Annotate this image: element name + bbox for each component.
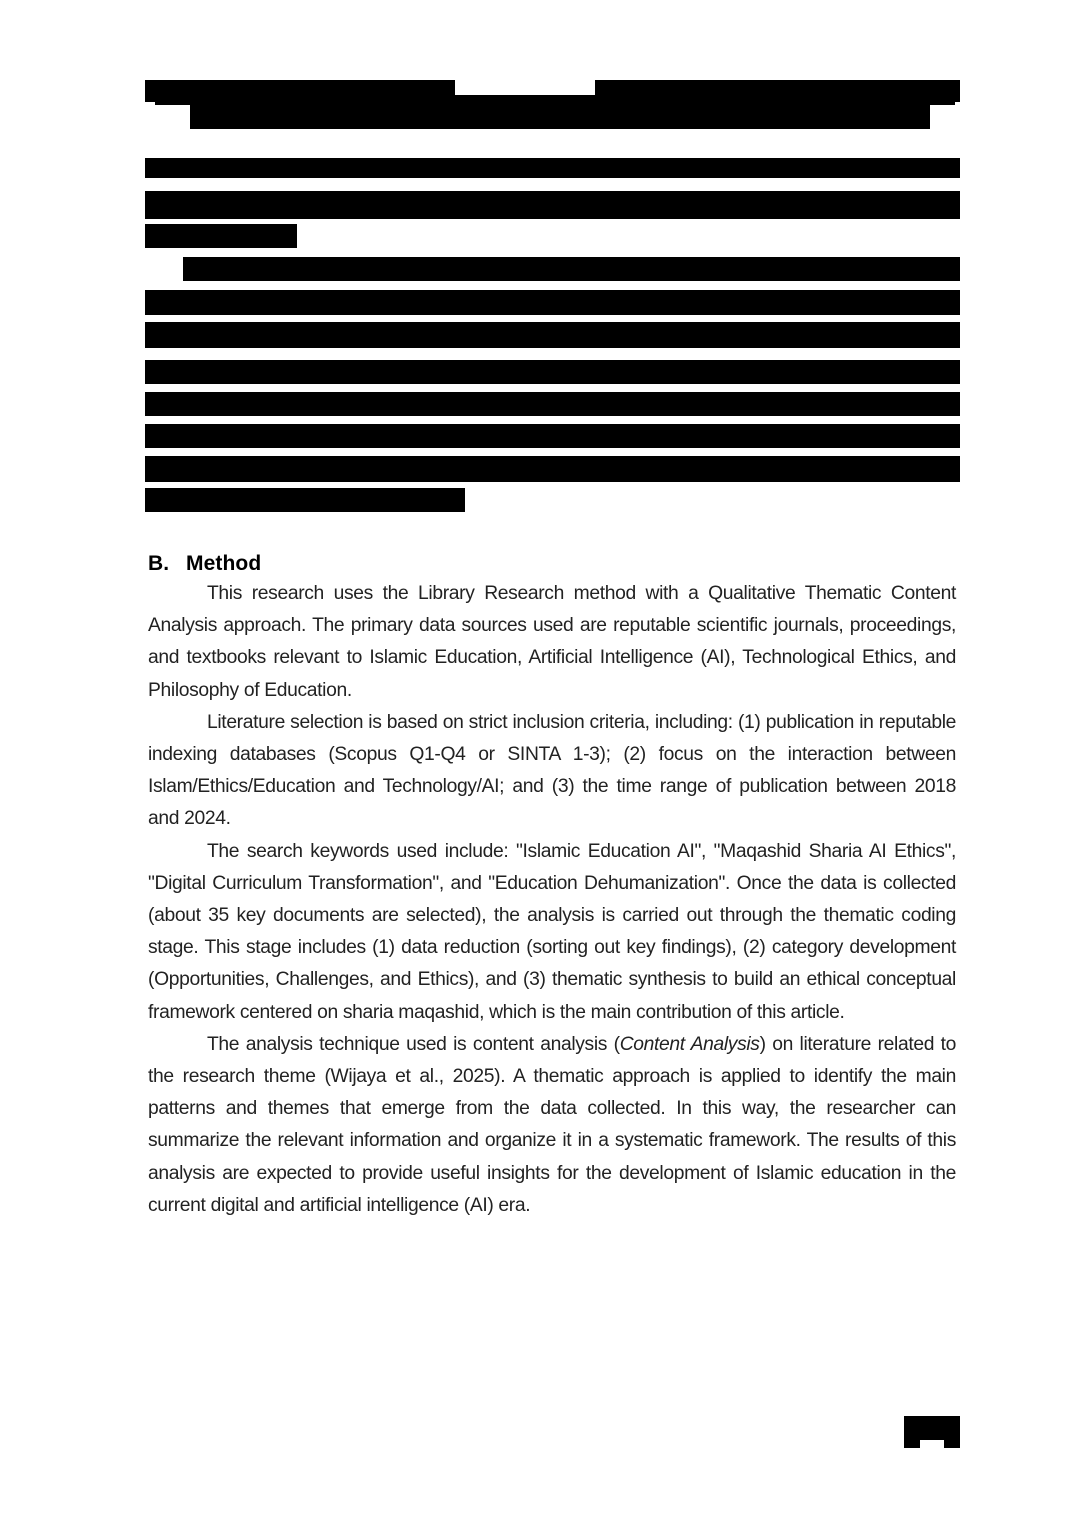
paragraph-2: Literature selection is based on strict inclusion criteria, including: (1) publication in reputable indexing databases (Scopus Q1-Q4 or SINTA 1-3); (2) focus on the interaction between Islam/Ethics/Education and Technology/AI; and (3) the time range of publication between 2018 and 2024. xyxy=(148,711,956,830)
paragraph-4-text-b: ) on literature related to the research theme (Wijaya et al., 2025). A thematic approach is applied to identify the main patterns and themes that emerge from the data collected. In this way, the researcher can summarize the relevant information and organize it in a systematic framework. The results of this analysis are expected to provide useful insights for the development of Islamic education in the current digital and artificial intelligence (AI) era. xyxy=(148,1033,957,1216)
redacted-line xyxy=(145,360,960,384)
redacted-line xyxy=(145,224,297,248)
paragraph-1: This research uses the Library Research method with a Qualitative Thematic Content Analysis approach. The primary data sources used are reputable scientific journals, proceedings, and textbooks relevant to Islamic Education, Artificial Intelligence (AI), Technological Ethics, and Philosophy of Education. xyxy=(148,583,956,701)
paragraph-4-italic-term: Content Analysis xyxy=(619,1033,760,1055)
redacted-line xyxy=(145,322,960,348)
redacted-line xyxy=(145,392,960,416)
redacted-line xyxy=(183,257,960,281)
redacted-line xyxy=(145,424,960,448)
method-section xyxy=(148,552,956,1222)
page-number-notch xyxy=(920,1440,944,1448)
redacted-page-number xyxy=(904,1416,960,1448)
redacted-line xyxy=(145,191,960,219)
section-title: Method xyxy=(186,552,262,575)
paragraph-4 xyxy=(148,1029,956,1222)
redacted-line xyxy=(190,104,930,129)
section-number: B. xyxy=(148,552,170,575)
section-heading xyxy=(148,552,956,576)
redacted-line xyxy=(145,290,960,315)
redacted-line xyxy=(145,158,960,178)
paragraph-4-text-a: The analysis technique used is content analysis ( xyxy=(207,1033,620,1055)
redacted-line xyxy=(145,488,465,512)
paragraph-3: The search keywords used include: "Islamic Education AI", "Maqashid Sharia AI Ethics", "Digital Curriculum Transformation", and "Education Dehumanization". Once the data is collected (about 35 key documents are selected), the analysis is carried out through the thematic coding stage. This stage includes (1) data reduction (sorting out key findings), (2) category development (Opportunities, Challenges, and Ethics), and (3) thematic synthesis to build an ethical conceptual framework centered on sharia maqashid, which is the main contribution of this article. xyxy=(148,840,956,1023)
redacted-line xyxy=(145,456,960,482)
